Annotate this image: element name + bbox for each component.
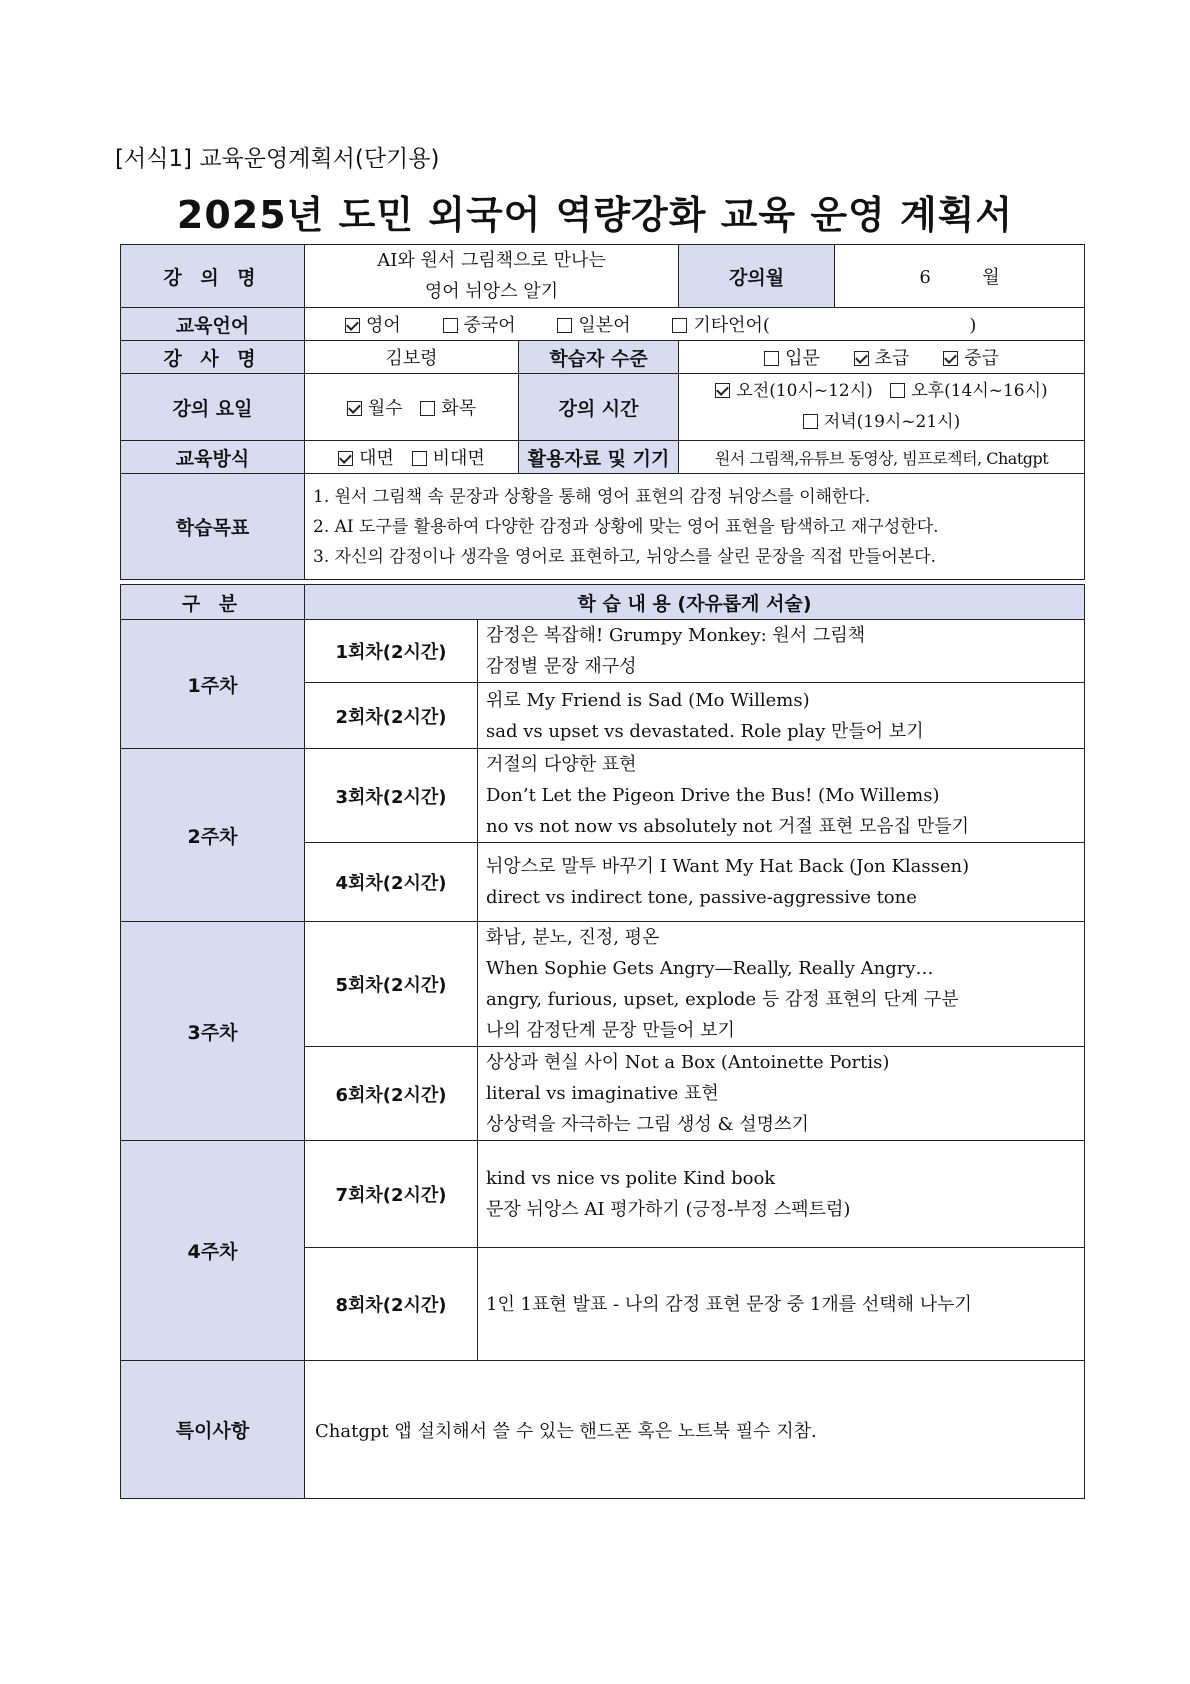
session-label: 4회차(2시간) <box>305 843 478 922</box>
language-option-label: 기타언어( <box>693 315 770 336</box>
days-option-label: 화목 <box>441 398 477 419</box>
method-options <box>305 441 519 474</box>
schedule-col-header-category: 구 분 <box>121 585 305 620</box>
session-label: 5회차(2시간) <box>305 922 478 1047</box>
checkbox-icon <box>672 318 687 333</box>
checkbox-icon <box>557 318 572 333</box>
session-content <box>478 922 1085 1047</box>
days-label: 강의 요일 <box>121 374 305 441</box>
language-option-japanese[interactable] <box>557 311 630 337</box>
goal-item: 3. 자신의 감정이나 생각을 영어로 표현하고, 뉘앙스를 살린 문장을 직접 만들어본다. <box>313 546 936 567</box>
course-name-line1: AI와 원서 그림책으로 만나는 <box>377 250 606 271</box>
language-options <box>305 308 1085 341</box>
notes-value: Chatgpt 앱 설치해서 쓸 수 있는 핸드폰 혹은 노트북 필수 지참. <box>305 1361 1085 1499</box>
session-content <box>478 749 1085 843</box>
session-label: 2회차(2시간) <box>305 683 478 749</box>
form-label: [서식1] 교육운영계획서(단기용) <box>115 146 440 172</box>
checkbox-icon <box>854 351 869 366</box>
content-line: 상상과 현실 사이 Not a Box (Antoinette Portis) <box>486 1052 890 1073</box>
month-value <box>835 245 1085 308</box>
checkbox-icon <box>890 383 905 398</box>
checkbox-icon <box>715 383 730 398</box>
level-option-intro[interactable] <box>764 344 820 370</box>
checkbox-icon <box>764 351 779 366</box>
language-option-label: 중국어 <box>463 315 516 336</box>
time-option-morning[interactable] <box>715 376 872 407</box>
session-label: 3회차(2시간) <box>305 749 478 843</box>
goal-item: 2. AI 도구를 활용하여 다양한 감정과 상황에 맞는 영어 표현을 탐색하고 재구성한다. <box>313 516 939 537</box>
time-options <box>679 374 1085 441</box>
course-name-value <box>305 245 679 308</box>
session-content <box>478 1047 1085 1141</box>
session-content <box>478 1141 1085 1248</box>
content-line: 상상력을 자극하는 그림 생성 & 설명쓰기 <box>486 1114 809 1135</box>
week-label: 3주차 <box>121 922 305 1141</box>
checkbox-icon <box>803 414 818 429</box>
month-unit: 월 <box>982 267 1000 288</box>
checkbox-icon <box>412 451 427 466</box>
days-options <box>305 374 519 441</box>
content-line: no vs not now vs absolutely not 거절 표현 모음집 만들기 <box>486 816 969 837</box>
month-number: 6 <box>919 267 931 288</box>
checkbox-icon <box>345 318 360 333</box>
language-option-other[interactable] <box>672 311 770 337</box>
goals-list <box>305 474 1085 580</box>
method-option-offline[interactable] <box>338 444 394 470</box>
method-option-label: 대면 <box>359 448 394 469</box>
week-label: 4주차 <box>121 1141 305 1361</box>
week-label: 2주차 <box>121 749 305 922</box>
checkbox-icon <box>943 351 958 366</box>
level-option-label: 초급 <box>874 348 910 369</box>
course-name-label: 강 의 명 <box>121 245 305 308</box>
session-content <box>478 620 1085 683</box>
document-title: 2025년 도민 외국어 역량강화 교육 운영 계획서 <box>176 193 1014 237</box>
checkbox-icon <box>420 401 435 416</box>
time-option-label: 오후(14시~16시) <box>911 381 1048 401</box>
content-line: 뉘앙스로 말투 바꾸기 I Want My Hat Back (Jon Klassen) <box>486 856 970 877</box>
instructor-value: 김보령 <box>305 341 519 374</box>
language-label: 교육언어 <box>121 308 305 341</box>
content-line: sad vs upset vs devastated. Role play 만들어 보기 <box>486 720 924 742</box>
session-label: 1회차(2시간) <box>305 620 478 683</box>
month-label: 강의월 <box>679 245 835 308</box>
content-line: When Sophie Gets Angry—Really, Really Angry… <box>486 958 934 979</box>
notes-label: 특이사항 <box>121 1361 305 1499</box>
checkbox-icon <box>347 401 362 416</box>
schedule-table <box>120 584 1085 1499</box>
level-option-label: 입문 <box>785 348 820 369</box>
week-label: 1주차 <box>121 620 305 749</box>
content-line: Don’t Let the Pigeon Drive the Bus! (Mo Willems) <box>486 785 940 806</box>
content-line: 거절의 다양한 표현 <box>486 754 637 775</box>
session-label: 7회차(2시간) <box>305 1141 478 1248</box>
checkbox-icon <box>443 318 458 333</box>
checkbox-icon <box>338 451 353 466</box>
content-line: 감정은 복잡해! Grumpy Monkey: 원서 그림책 <box>486 625 866 646</box>
content-line: 문장 뉘앙스 AI 평가하기 (긍정-부정 스펙트럼) <box>486 1199 851 1220</box>
level-option-label: 중급 <box>964 348 999 369</box>
content-line: angry, furious, upset, explode 등 감정 표현의 단계 구분 <box>486 989 959 1010</box>
content-line: literal vs imaginative 표현 <box>486 1083 719 1104</box>
days-option-label: 월수 <box>367 398 403 419</box>
content-line: 1인 1표현 발표 - 나의 감정 표현 문장 중 1개를 선택해 나누기 <box>486 1293 972 1315</box>
session-label: 8회차(2시간) <box>305 1248 478 1361</box>
materials-value: 원서 그림책,유튜브 동영상, 빔프로젝터, Chatgpt <box>679 441 1085 474</box>
content-line: kind vs nice vs polite Kind book <box>486 1168 776 1189</box>
language-option-label: 영어 <box>366 315 401 336</box>
method-option-online[interactable] <box>412 444 485 470</box>
course-name-line2: 영어 뉘앙스 알기 <box>424 281 559 302</box>
days-option-tue-thu[interactable] <box>420 394 476 420</box>
time-option-evening[interactable] <box>803 407 960 438</box>
level-option-intermediate[interactable] <box>943 344 999 370</box>
session-label: 6회차(2시간) <box>305 1047 478 1141</box>
language-option-label: 일본어 <box>578 315 631 336</box>
time-option-label: 저녁(19시~21시) <box>823 412 961 432</box>
content-line: 위로 My Friend is Sad (Mo Willems) <box>486 689 810 711</box>
content-line: 감정별 문장 재구성 <box>486 656 637 677</box>
time-option-afternoon[interactable] <box>890 376 1047 407</box>
content-line: 화남, 분노, 진정, 평온 <box>486 927 660 948</box>
time-option-label: 오전(10시~12시) <box>736 381 873 401</box>
level-label: 학습자 수준 <box>519 341 679 374</box>
materials-label: 활용자료 및 기기 <box>519 441 679 474</box>
session-content <box>478 1248 1085 1361</box>
content-line: 나의 감정단계 문장 만들어 보기 <box>486 1020 735 1041</box>
info-table <box>120 244 1085 580</box>
session-content <box>478 683 1085 749</box>
method-option-label: 비대면 <box>432 448 485 469</box>
instructor-label: 강 사 명 <box>121 341 305 374</box>
language-option-chinese[interactable] <box>443 311 516 337</box>
level-option-beginner[interactable] <box>854 344 910 370</box>
session-content <box>478 843 1085 922</box>
content-line: direct vs indirect tone, passive-aggressive tone <box>486 887 917 908</box>
language-other-close: ) <box>969 315 977 336</box>
goal-item: 1. 원서 그림책 속 문장과 상황을 통해 영어 표현의 감정 뉘앙스를 이해한다. <box>313 486 871 507</box>
schedule-col-header-content: 학 습 내 용 (자유롭게 서술) <box>305 585 1085 620</box>
method-label: 교육방식 <box>121 441 305 474</box>
days-option-mon-wed[interactable] <box>347 394 403 420</box>
goals-label: 학습목표 <box>121 474 305 580</box>
level-options <box>679 341 1085 374</box>
language-option-english[interactable] <box>345 311 401 337</box>
time-label: 강의 시간 <box>519 374 679 441</box>
